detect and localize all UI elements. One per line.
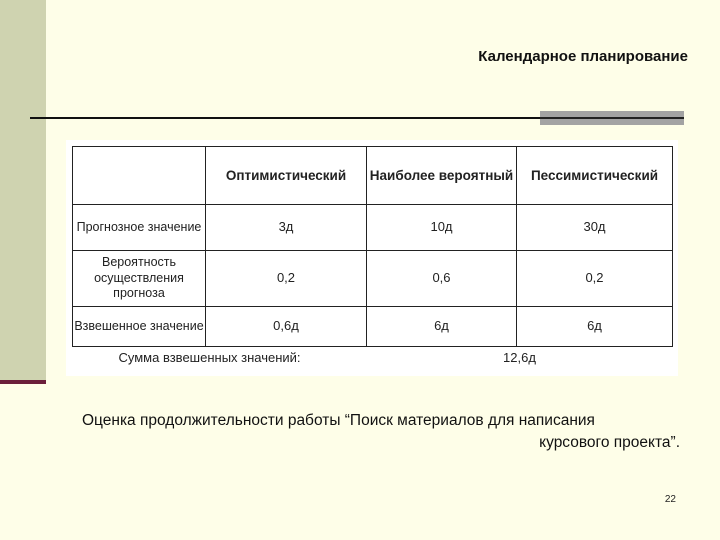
table-sum-row: [73, 347, 673, 371]
cell-probability-pessimistic: 0,2: [517, 251, 673, 307]
estimate-table-panel: [66, 140, 678, 376]
row-label-probability: Вероятность осуществления прогноза: [73, 251, 206, 307]
title-divider-line-right: [540, 117, 684, 119]
estimate-table: [72, 146, 673, 371]
cell-weighted-optimistic: 0,6д: [206, 307, 367, 347]
left-decorative-bar: [0, 0, 46, 384]
caption-line-1: Оценка продолжительности работы “Поиск материалов для написания: [82, 412, 595, 429]
row-label-weighted: Взвешенное значение: [73, 307, 206, 347]
slide-title: Календарное планирование: [478, 48, 688, 65]
header-cell-empty: [73, 147, 206, 205]
cell-weighted-most-likely: 6д: [367, 307, 517, 347]
table-header-row: [73, 147, 673, 205]
cell-forecast-pessimistic: 30д: [517, 205, 673, 251]
sum-value: 12,6д: [503, 350, 536, 366]
header-optimistic: Оптимистический: [206, 147, 367, 205]
table-row: [73, 251, 673, 307]
caption-line-2: курсового проекта”.: [539, 434, 680, 451]
cell-forecast-optimistic: 3д: [206, 205, 367, 251]
header-pessimistic: Пессимистический: [517, 147, 673, 205]
table-row: [73, 307, 673, 347]
cell-weighted-pessimistic: 6д: [517, 307, 673, 347]
cell-probability-optimistic: 0,2: [206, 251, 367, 307]
table-row: [73, 205, 673, 251]
sum-label: Сумма взвешенных значений:: [118, 350, 301, 366]
header-most-likely: Наиболее вероятный: [367, 147, 517, 205]
cell-probability-most-likely: 0,6: [367, 251, 517, 307]
title-divider-line: [30, 117, 540, 119]
cell-forecast-most-likely: 10д: [367, 205, 517, 251]
page-number: 22: [664, 494, 676, 505]
slide-caption: [82, 410, 682, 454]
row-label-forecast: Прогнозное значение: [73, 205, 206, 251]
left-bar-accent-line: [0, 380, 46, 384]
